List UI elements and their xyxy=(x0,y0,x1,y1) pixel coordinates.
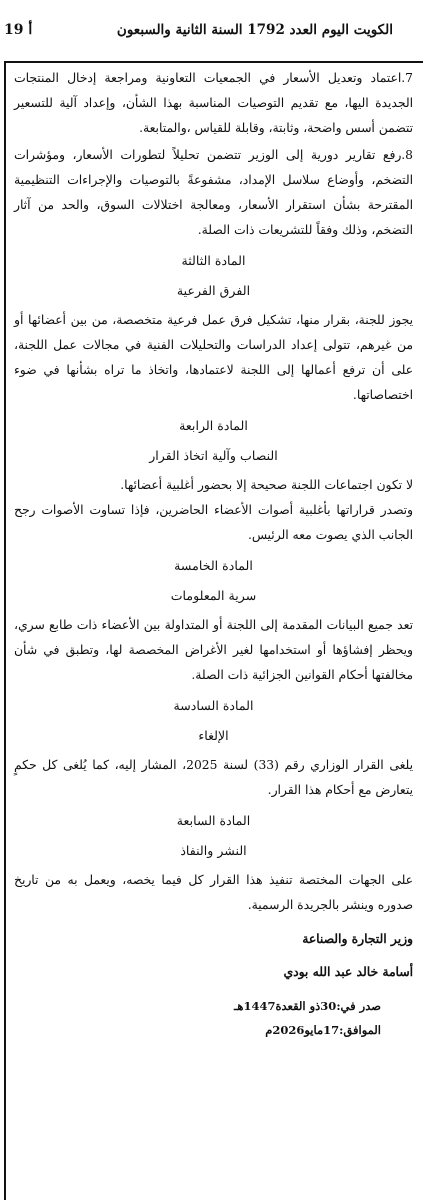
article-4-text-1: لا تكون اجتماعات اللجنة صحيحة إلا بحضور أغلبية أعضائها. xyxy=(120,478,413,492)
article-6-heading: الإلغاء xyxy=(198,728,229,743)
article-3-text: يجوز للجنة، بقرار منها، تشكيل فرق عمل فرعية متخصصة، من بين أعضائها أو من غيرهم، تتولى إعداد الدراسات والتحليلات الفنية في مجالات عمل اللجنة، على أن ترفع أعمالها إلى اللجنة لاعتمادها، واتخاذ ما تراه بشأنها في ضوء اختصاصاتها. xyxy=(14,313,413,402)
article-6-title: المادة السادسة xyxy=(173,698,254,713)
signatory-title: وزير التجارة والصناعة xyxy=(302,931,413,946)
date-block xyxy=(14,994,413,1042)
column-rule xyxy=(4,61,6,1200)
article-4-heading: النصاب وآلية اتخاذ القرار xyxy=(149,448,278,463)
article-3-heading: الفرق الفرعية xyxy=(176,283,251,298)
article-3-title: المادة الثالثة xyxy=(181,253,246,268)
issue-date: صدر في:30ذو القعدة1447هـ xyxy=(234,999,381,1013)
article-4-text-2: وتصدر قراراتها بأغلبية أصوات الأعضاء الحاضرين، فإذا تساوت الأصوات رجح الجانب الذي يصوت معه الرئيس. xyxy=(14,503,413,542)
article-5-title: المادة الخامسة xyxy=(174,558,253,573)
article-5-text: تعد جميع البيانات المقدمة إلى اللجنة أو المتداولة بين الأعضاء ذات طابع سري، ويحظر إفشاؤها أو استخدامها لغير الأغراض المخصصة لها، وتطبق في شأن مخالفتها أحكام القوانين الجزائية ذات الصلة. xyxy=(14,618,413,682)
article-4-title: المادة الرابعة xyxy=(179,418,248,433)
item-7: 7.اعتماد وتعديل الأسعار في الجمعيات التعاونية ومراجعة إدخال المنتجات الجديدة اليها، مع تقديم التوصيات المناسبة بهذا الشأن، وإعداد آلية للتسعير تتضمن أسس واضحة، وثابتة، وقابلة للقياس ،والمتابعة. xyxy=(14,71,413,135)
page-number: أ 19 xyxy=(4,22,33,38)
article-5-heading: سرية المعلومات xyxy=(170,588,257,603)
corresponding-date: الموافق:17مايو2026م xyxy=(265,1023,381,1037)
item-8: 8.رفع تقارير دورية إلى الوزير تتضمن تحليلاً لتطورات الأسعار، ومؤشرات التضخم، وأوضاع سلاسل الإمداد، مشفوعةً بالتوصيات والإجراءات التنظيمية المقترحة بشأن استقرار الأسعار، ومعالجة اختلالات السوق، والحد من آثار التضخم، وذلك وفقاً للتشريعات ذات الصلة. xyxy=(14,148,413,237)
signatory-name: أسامة خالد عبد الله بودي xyxy=(283,964,413,979)
decree-body xyxy=(14,66,413,1042)
article-7-text: على الجهات المختصة تنفيذ هذا القرار كل فيما يخصه، ويعمل به من تاريخ صدوره وينشر بالجريدة الرسمية. xyxy=(14,873,413,912)
article-7-heading: النشر والنفاذ xyxy=(180,843,247,858)
article-7-title: المادة السابعة xyxy=(176,813,251,828)
gazette-header-title: الكويت اليوم العدد 1792 السنة الثانية والسبعون xyxy=(116,22,393,38)
header-rule xyxy=(4,61,423,63)
page-header xyxy=(0,0,423,60)
article-6-text: يلغى القرار الوزاري رقم (33) لسنة 2025، المشار إليه، كما يُلغى كل حكمٍ يتعارض مع أحكام هذا القرار. xyxy=(14,758,413,797)
